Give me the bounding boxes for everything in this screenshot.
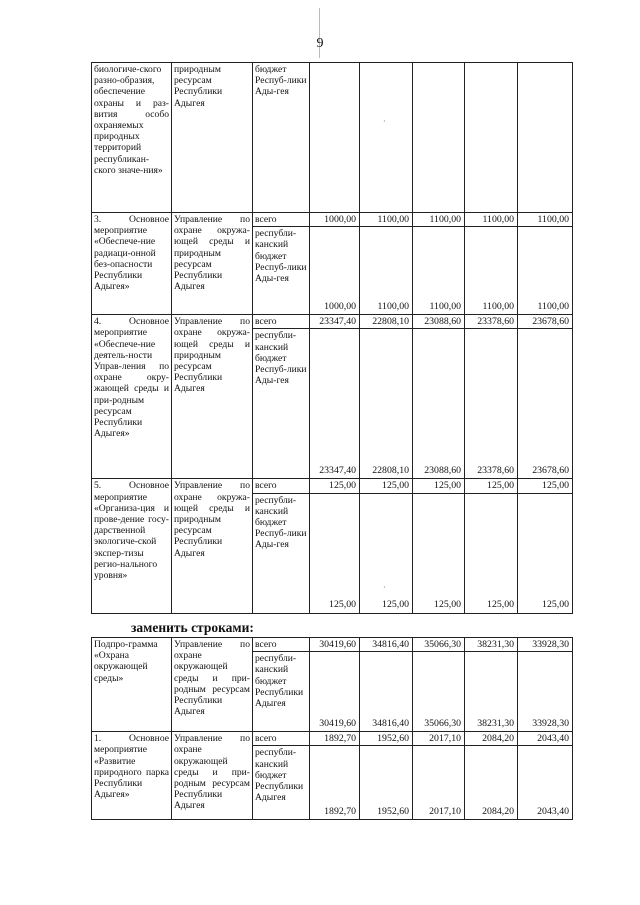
source-cell: бюджет Респуб-лики Ады-гея: [253, 63, 310, 213]
value-cell: 1100,00: [465, 227, 518, 315]
value-cell: 125,00: [518, 493, 573, 613]
value-cell: 33928,30: [518, 638, 573, 652]
table-row: [92, 213, 573, 227]
value-cell: 1892,70: [310, 732, 360, 746]
scan-speck: ·: [383, 117, 386, 126]
measure-cell: Подпро-грамма «Охрана окружающей среды»: [92, 638, 172, 732]
source-budget-cell: республи-канский бюджет Респуб-лики Ады-гея: [253, 227, 310, 315]
budget-table-old: [91, 62, 573, 614]
value-cell: 23347,40: [310, 329, 360, 479]
executor-cell: Управление по охране окружающей среды и при-родным ресурсам Республики Адыгея: [172, 732, 253, 820]
value-cell: 23088,60: [413, 329, 465, 479]
executor-cell: Управление по охране окружающей среды и при-родным ресурсам Республики Адыгея: [172, 638, 253, 732]
value-cell: 125,00: [518, 479, 573, 493]
value-cell: 34816,40: [360, 638, 413, 652]
measure-cell: 3. Основное мероприятие «Обеспече-ние радиаци-онной без-опасности Республики Адыгея»: [92, 213, 172, 315]
source-total-cell: всего: [253, 315, 310, 329]
table-row: [92, 732, 573, 746]
value-cell: 1100,00: [465, 213, 518, 227]
measure-cell: 4. Основное мероприятие «Обеспече-ние деятель-ности Управ-ления по охране окру-жающей среды и при-родным ресурсам Республики Адыгея»: [92, 315, 172, 479]
value-cell: 1100,00: [413, 227, 465, 315]
source-budget-cell: республи-канский бюджет Республики Адыгея: [253, 746, 310, 820]
value-cell: 35066,30: [413, 638, 465, 652]
measure-cell: биологиче-ского разно-образия, обеспечение охраны и раз-вития особо охраняемых природных территорий республикан-ского значе-ния»: [92, 63, 172, 213]
value-cell: 1100,00: [360, 227, 413, 315]
table-row: [92, 63, 573, 213]
value-cell: 1100,00: [518, 213, 573, 227]
value-cell: 125,00: [310, 493, 360, 613]
executor-cell: Управление по охране окружа-ющей среды и природным ресурсам Республики Адыгея: [172, 479, 253, 613]
value-cell: 125,00: [413, 479, 465, 493]
value-cell: 38231,30: [465, 638, 518, 652]
value-cell: 1100,00: [518, 227, 573, 315]
value-cell: [310, 63, 360, 213]
value-cell: [465, 63, 518, 213]
scan-speck: ·: [383, 583, 386, 592]
value-cell: 1000,00: [310, 227, 360, 315]
page-number: 9: [316, 36, 324, 51]
value-cell: 34816,40: [360, 652, 413, 732]
value-cell: 1100,00: [413, 213, 465, 227]
value-cell: 23347,40: [310, 315, 360, 329]
value-cell: 125,00: [465, 493, 518, 613]
value-cell: 38231,30: [465, 652, 518, 732]
executor-cell: Управление по охране окружа-ющей среды и природным ресурсам Республики Адыгея: [172, 315, 253, 479]
value-cell: 30419,60: [310, 652, 360, 732]
source-total-cell: всего: [253, 732, 310, 746]
value-cell: [518, 63, 573, 213]
value-cell: 30419,60: [310, 638, 360, 652]
source-budget-cell: республи-канский бюджет Респуб-лики Ады-гея: [253, 329, 310, 479]
value-cell: 2043,40: [518, 732, 573, 746]
table-row: [92, 479, 573, 493]
value-cell: 2084,20: [465, 746, 518, 820]
value-cell: 35066,30: [413, 652, 465, 732]
source-budget-cell: республи-канский бюджет Республики Адыгея: [253, 652, 310, 732]
value-cell: 125,00: [413, 493, 465, 613]
value-cell: 125,00: [310, 479, 360, 493]
table-row: [92, 638, 573, 652]
value-cell: [413, 63, 465, 213]
value-cell: 125,00: [465, 479, 518, 493]
executor-cell: Управление по охране окружа-ющей среды и природным ресурсам Республики Адыгея: [172, 213, 253, 315]
value-cell: 23378,60: [465, 329, 518, 479]
value-cell: 2084,20: [465, 732, 518, 746]
value-cell: 23678,60: [518, 329, 573, 479]
value-cell: 1952,60: [360, 746, 413, 820]
value-cell: 22808,10: [360, 329, 413, 479]
source-total-cell: всего: [253, 638, 310, 652]
source-budget-cell: республи-канский бюджет Респуб-лики Ады-гея: [253, 493, 310, 613]
source-total-cell: всего: [253, 479, 310, 493]
value-cell: 23088,60: [413, 315, 465, 329]
value-cell: 2043,40: [518, 746, 573, 820]
value-cell: 2017,10: [413, 732, 465, 746]
value-cell: 23678,60: [518, 315, 573, 329]
measure-cell: 5. Основное мероприятие «Организа-ция и прове-дение госу-дарственной экологиче-ской экспер-тизы регио-нального уровня»: [92, 479, 172, 613]
value-cell: 125,00: [360, 493, 413, 613]
budget-table-new: [91, 637, 573, 820]
replace-caption: заменить строками:: [131, 620, 254, 635]
value-cell: 1892,70: [310, 746, 360, 820]
value-cell: 1952,60: [360, 732, 413, 746]
value-cell: 22808,10: [360, 315, 413, 329]
value-cell: [360, 63, 413, 213]
value-cell: 33928,30: [518, 652, 573, 732]
measure-cell: 1. Основное мероприятие «Развитие природного парка Республики Адыгея»: [92, 732, 172, 820]
executor-cell: природным ресурсам Республики Адыгея: [172, 63, 253, 213]
value-cell: 125,00: [360, 479, 413, 493]
source-total-cell: всего: [253, 213, 310, 227]
table-row: [92, 315, 573, 329]
value-cell: 23378,60: [465, 315, 518, 329]
value-cell: 2017,10: [413, 746, 465, 820]
value-cell: 1000,00: [310, 213, 360, 227]
value-cell: 1100,00: [360, 213, 413, 227]
